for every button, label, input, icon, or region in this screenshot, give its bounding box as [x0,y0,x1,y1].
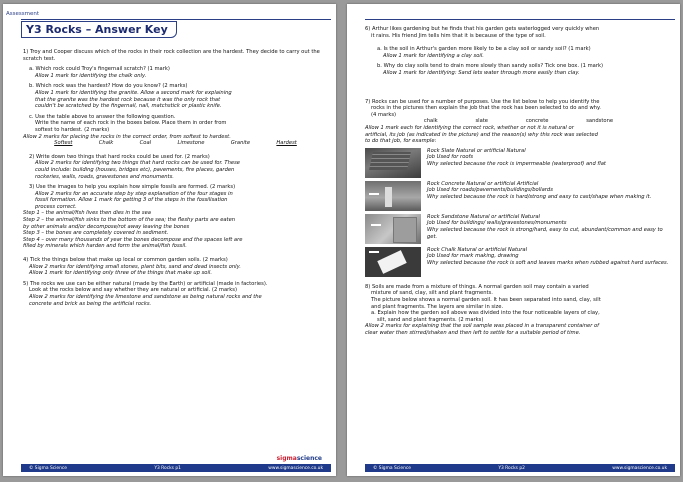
rock-why-line: Why selected because the rock is impermeable (waterproof) and flat [427,160,606,167]
page-2-content [365,26,672,336]
q8-intro: The picture below shows a normal garden soil. It has been separated into sand, clay, silt [371,296,601,303]
q5-answer: concrete and brick as being the artificial rocks. [29,300,152,307]
rock-name-line: Rock Sandstone Natural or artificial Natural [427,213,540,220]
slate-roof-photo [365,148,421,178]
fossil-step: Step 2 – the animal/fish sinks to the bottom of the sea; the fleshy parts are eaten [23,217,236,224]
q3-answer: process correct. [35,203,77,210]
rock-word: concrete [525,118,549,125]
q5-answer: Allow 2 marks for identifying the limestone and sandstone as being natural rocks and the [29,294,262,300]
rock-job-line: Job Used for roofs [427,154,474,161]
q7-question: 7) Rocks can be used for a number of purposes. Use the list below to help you identify the [365,98,600,105]
q1a-question: a. Which rock could Troy's fingernail scratch? (1 mark) [29,66,170,73]
page-1-content [23,49,328,307]
q8-answer: clear water then stirred/shaken and then left to settle for a suitable period of time. [365,329,581,336]
order-word: Softest [54,140,73,147]
footer-copyright: © Sigma Science [373,465,411,471]
q8-answer: Allow 2 marks for explaining that the soil sample was placed in a transparent container of [365,323,599,330]
rock-job-line: Job Used for buildings/ walls/gravestones/monuments [427,220,567,227]
page-1-footer [21,464,331,472]
fossil-step: filled by minerals which harden and form the animal/fish fossil. [23,243,187,250]
footer-website: www.sigmascience.co.uk [268,465,323,471]
page-1 [3,4,336,476]
rock-name-line: Rock Concrete Natural or artificial Artificial [427,180,539,187]
page-2 [347,4,680,476]
concrete-photo [365,181,421,211]
q2-answer: rockeries, walls, roads, gravestones and monuments. [35,173,174,180]
rock-word-list [365,118,672,125]
rock-name-line: Rock Slate Natural or artificial Natural [427,147,526,154]
rock-order-row [23,140,328,147]
assessment-tag: Assessment [6,11,39,17]
rock-example-concrete [365,181,672,211]
footer-website: www.sigmascience.co.uk [612,465,667,471]
q6a-question: a. Is the soil in Arthur's garden more likely to be a clay soil or sandy soil? (1 mark) [377,46,591,53]
q7-question: (4 marks) [371,111,397,118]
q7-question: rocks in the pictures then explain the job that the rock has been selected to do and why. [371,105,601,112]
fossil-step: by other animals and/or decompose/rot away leaving the bones [23,223,190,230]
q1-intro: 1) Troy and Cooper discuss which of the rocks in their rock collection are the hardest. They decide to carry out the scratch test. [23,49,320,62]
order-word: Limestone [177,140,205,147]
q4-question: 4) Tick the things below that make up local or common garden soils. (2 marks) [23,257,228,264]
rock-why-line: Why selected because the rock is strong/hard, easy to cut, abundant/common and easy to get. [427,226,663,240]
q1b-answer: couldn't be scratched by the fingernail, nail, matchstick or plastic knife. [35,103,222,110]
q1c-answer: Allow 2 marks for placing the rocks in the correct order, from softest to hardest. [23,133,231,140]
rock-name-line: Rock Chalk Natural or artificial Natural [427,246,528,253]
q3-answer: fossil formation. Allow 1 mark for getting 3 of the steps in the fossilisation [35,197,228,204]
q1b-question: b. Which rock was the hardest? How do you know? (2 marks) [29,83,188,90]
chalk-photo [365,247,421,277]
footer-page-label: Y3 Rocks p1 [154,465,181,471]
q1a-answer: Allow 1 mark for identifying the chalk only. [35,72,147,79]
q6-intro: it rains. His friend Jim tells him that it is because of the type of soil. [371,32,546,39]
order-word: Granite [230,140,251,147]
footer-page-label: Y3 Rocks p2 [498,465,525,471]
fossil-step: Step 4 – over many thousands of year the bones decompose and the spaces left are [23,236,243,243]
q8-intro: and plant fragments. The layers are similar in size. [371,303,504,310]
rock-job-line: Job Used for roads/pavements/buildings/bollards [427,187,553,194]
q6a-answer: Allow 1 mark for identifying a clay soil. [383,52,484,59]
footer-copyright: © Sigma Science [29,465,67,471]
q2-answer: Allow 2 marks for identifying two things that hard rocks can be used for. These [35,160,240,167]
q6b-answer: Allow 1 mark for identifying: Sand lets water through more easily than clay. [383,69,580,76]
q4-answer: Allow 2 marks for identifying small stones, plant bits, sand and dead insects only. [29,263,241,270]
rock-example-slate [365,148,672,178]
order-word: Hardest [276,140,297,147]
q4-answer: Allow 1 mark for identifying only three of the things that make up soil. [29,270,213,277]
q5-question: 5) The rocks we use can be either natural (made by the Earth) or artificial (made in factories). [23,280,268,287]
q8-intro: 8) Soils are made from a mixture of things. A normal garden soil may contain a varied [365,283,589,290]
q7-answer: to do that job, for example: [365,138,437,145]
q1c-question: Write the name of each rock in the boxes below. Place them in order from [35,120,227,127]
sigma-science-logo: sigmascience [276,455,322,462]
q6-intro: 6) Arthur likes gardening but he finds that his garden gets waterlogged very quickly when [365,26,600,32]
fossil-step: Step 1 – the animal/fish lives then dies in the sea [23,210,151,217]
q8-intro: mixture of sand, clay, silt and plant fragments. [371,290,493,297]
q8a-question: a. Explain how the garden soil above was divided into the four noticeable layers of clay, [371,310,600,317]
q7-answer: artificial, its job (as indicated in the picture) and the reason(s) why this rock was selected [365,131,598,138]
q1c-question: softest to hardest. (2 marks) [35,126,110,133]
q5-question: Look at the rocks below and say whether they are natural or artificial. (2 marks) [29,287,237,294]
rock-why-line: Why selected because the rock is hard/strong and easy to cast/shape when making it. [427,193,652,200]
q8a-question: silt, sand and plant fragments. (2 marks) [377,316,484,323]
page-title: Y3 Rocks – Answer Key [21,21,177,38]
rock-example-chalk [365,247,672,277]
q1c-question: c. Use the table above to answer the following question. [29,113,176,120]
q1b-answer: Allow 1 mark for identifying the granite. Allow a second mark for explaining [35,89,232,96]
q7-answer: Allow 1 mark each for identifying the correct rock, whether or not it is natural or [365,124,574,131]
q2-answer: could include: building (houses, bridges etc), pavements, fire places, garden [35,166,235,173]
q1b-answer: that the granite was the hardest rock because it was the only rock that [35,96,221,103]
page-2-footer [365,464,675,472]
q2-question: 2) Write down two things that hard rocks could be used for. (2 marks) [29,153,210,160]
sandstone-photo [365,214,421,244]
rock-word: sandstone [586,118,614,125]
q3-question: 3) Use the images to help you explain how simple fossils are formed. (2 marks) [29,184,236,191]
rock-job-line: Job Used for mark making, drawing [427,253,519,260]
rock-example-sandstone [365,214,672,244]
rock-word: chalk [423,118,438,125]
fossil-step: Step 3 – the bones are completely covered in sediment. [23,230,169,237]
q3-answer: Allow 2 marks for an accurate step by step explanation of the four stages in [35,190,233,197]
q6b-question: b. Why do clay soils tend to drain more slowly than sandy soils? Tick one box. (1 mark) [377,63,604,70]
header-rule [21,19,331,20]
rock-word: slate [475,118,489,125]
header-rule [365,19,675,20]
order-word: Coal [139,140,152,147]
order-word: Chalk [98,140,114,147]
rock-why-line: Why selected because the rock is soft and leaves marks when rubbed against hard surfaces. [427,259,669,266]
